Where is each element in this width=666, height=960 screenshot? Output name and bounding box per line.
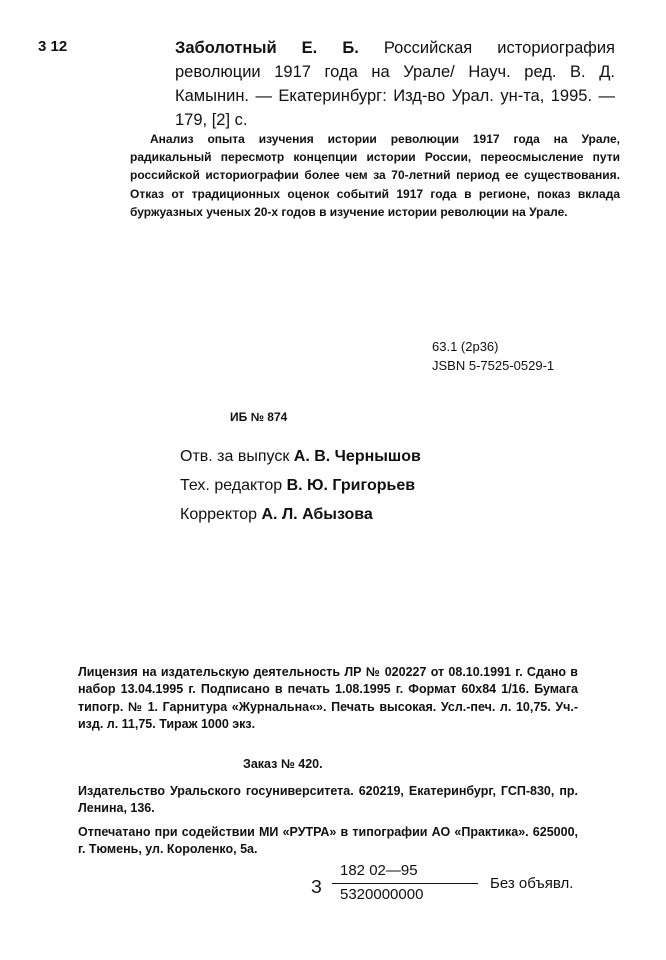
isbn: JSBN 5-7525-0529-1 [432,358,555,373]
price-code-numerator: 182 02—95 [340,862,418,879]
fraction-line [332,883,478,884]
credit-line-corrector [180,500,421,529]
imprint-details: Лицензия на издательскую деятельность ЛР № 020227 от 08.10.1991 г. Сдано в набор 13.04.1995 г. Подписано в печать 1.08.1995 г. Формат 60х84 1/16. Бумага типогр. № 1. Гарнитура «Журнальна«». Печать высокая. Усл.-печ. л. 10,75. Уч.-изд. л. 11,75. Тираж 1000 экз. [78,665,578,732]
title-and-imprint: Российская историография революции 1917 года на Урале/ Науч. ред. В. Д. Камынин. — Екатеринбург: Изд-во Урал. ун-та, 1995. — 179, [2] с. [175,39,615,129]
bbk-author-sign: 3 12 [38,38,68,55]
credit-line-tech-editor [180,471,421,500]
credit-role: Корректор [180,506,258,523]
bibliographic-description [175,36,615,132]
credit-name: А. Л. Абызова [261,506,373,523]
order-number: Заказ № 420. [243,757,323,771]
credit-role: Тех. редактор [180,477,283,494]
printer-info: Отпечатано при содействии МИ «РУТРА» в типографии АО «Практика». 625000, г. Тюмень, ул. Короленко, 5а. [78,825,578,857]
price-code-denominator: 5320000000 [340,886,424,903]
credit-name: А. В. Чернышов [293,448,421,465]
classification-block [432,337,554,375]
price-code-letter: З [311,877,322,897]
annotation: Анализ опыта изучения истории революции 1917 года на Урале, радикальный пересмотр концепции истории России, переосмысление пути российской историографии более чем за 70-летний период ее существования. Отказ от традиционных оценок событий 1917 года в регионе, показ вклада буржуазных ученых 20-х годов в изучение истории революции на Урале. [130,132,620,219]
bbk-index: 63.1 (2р36) [432,339,499,354]
publisher-address: Издательство Уральского госуниверситета. 620219, Екатеринбург, ГСП-830, пр. Ленина, 136. [78,784,578,816]
price-note: Без объявл. [490,875,574,892]
credit-line-editor [180,442,421,471]
credit-role: Отв. за выпуск [180,448,290,465]
ib-number: ИБ № 874 [230,410,288,424]
credits [180,442,421,529]
credit-name: В. Ю. Григорьев [286,477,416,494]
author-name: Заболотный Е. Б. [175,39,359,57]
